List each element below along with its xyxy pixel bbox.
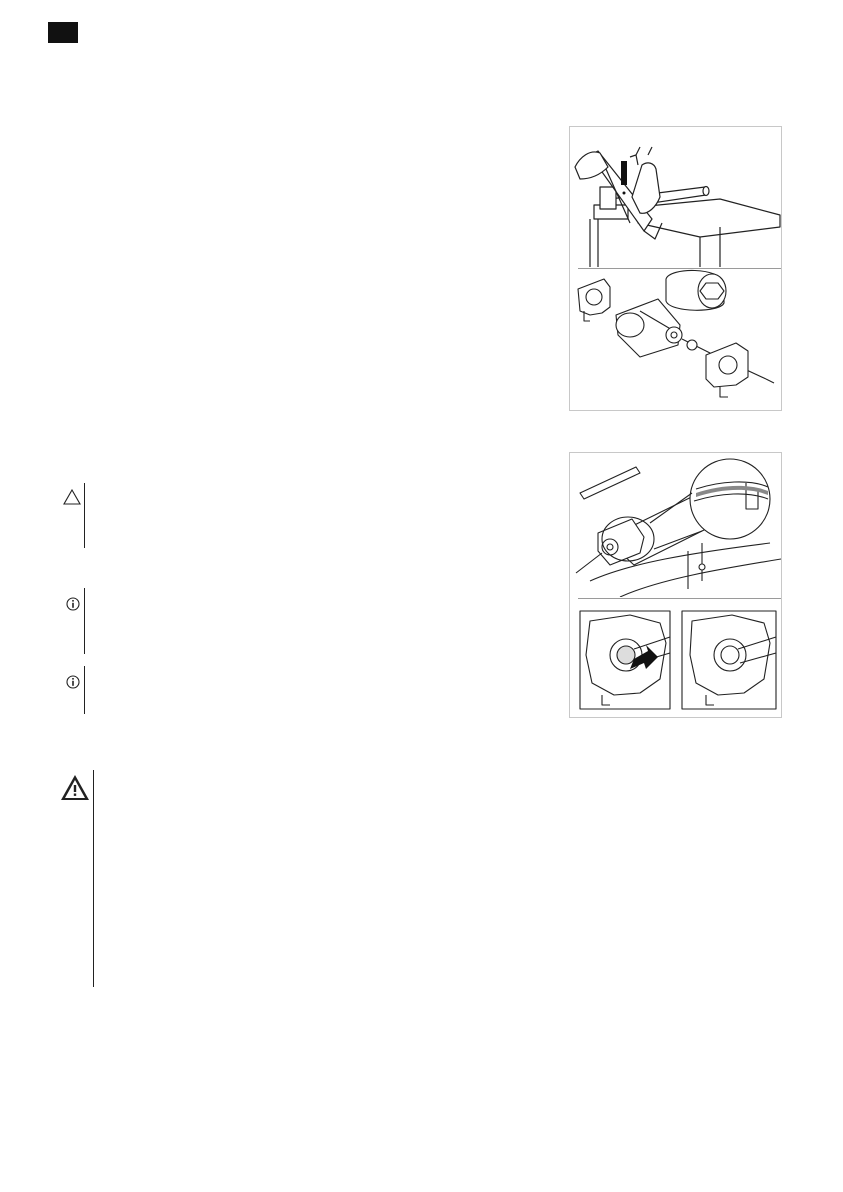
figure-2 bbox=[569, 452, 782, 718]
figure-1 bbox=[569, 126, 782, 411]
notice-2-bar bbox=[84, 588, 85, 654]
warning-triangle-filled-icon bbox=[60, 774, 90, 802]
notice-4-bar bbox=[93, 770, 94, 987]
notice-3-bar bbox=[84, 666, 85, 714]
saw-cutting-illustration bbox=[570, 127, 781, 267]
info-circle-icon bbox=[66, 597, 80, 611]
page-marker bbox=[48, 22, 78, 43]
caution-triangle-outline-icon bbox=[63, 489, 81, 505]
motor-in-tube-illustration bbox=[570, 453, 781, 597]
notice-1-bar bbox=[84, 483, 85, 548]
motor-exploded-illustration bbox=[570, 269, 781, 409]
bracket-insert-illustration bbox=[570, 599, 781, 717]
info-circle-icon bbox=[66, 675, 80, 689]
